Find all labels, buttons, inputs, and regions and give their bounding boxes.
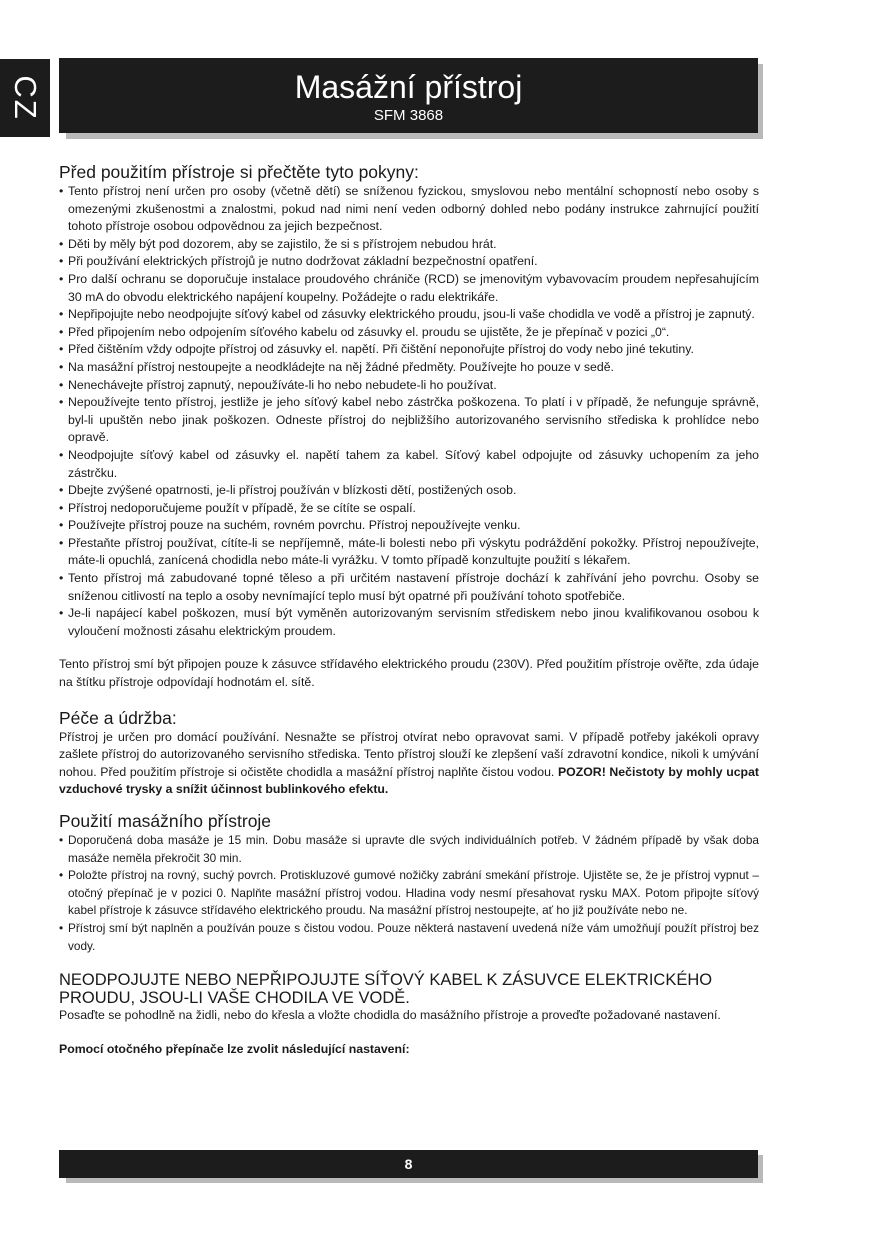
page-number: 8: [404, 1156, 413, 1172]
safety-item: • Nenechávejte přístroj zapnutý, nepoužíváte-li ho nebo nebudete-li ho používat.: [59, 377, 759, 395]
safety-item: • Při používání elektrických přístrojů je nutno dodržovat základní bezpečnostní opatření.: [59, 253, 759, 271]
safety-heading: Před použitím přístroje si přečtěte tyto pokyny:: [59, 162, 419, 182]
usage-list: [59, 832, 759, 955]
safety-list: [59, 183, 759, 640]
safety-item: • Tento přístroj má zabudované topné těleso a při určitém nastavení přístroje dochází k zahřívání jeho povrchu. Osoby se sníženou citlivostí na teplo a osoby nevnímající teplo musí být opatrné při používání tohoto spotřebiče.: [59, 570, 759, 605]
care-body: Přístroj je určen pro domácí používání. Nesnažte se přístroj otvírat nebo opravovat sami. V případě potřeby jakékoli opravy zašlete přístroj do autorizovaného servisního střediska. Tento přístroj slouží ke zlepšení vaší zdravotní kondice, nikoli k umývání nohou. Před použitím přístroje si očistěte chodidla a masážní přístroj naplňte čistou vodou.: [59, 729, 759, 779]
footer-bar: [59, 1150, 758, 1178]
safety-item: • Dbejte zvýšené opatrnosti, je-li přístroj používán v blízkosti dětí, postižených osob.: [59, 482, 759, 500]
safety-item: • Před připojením nebo odpojením síťového kabelu od zásuvky el. proudu se ujistěte, že je přepínač v pozici „0“.: [59, 324, 759, 342]
safety-item: • Je-li napájecí kabel poškozen, musí být vyměněn autorizovaným servisním střediskem nebo jinou kvalifikovanou osobou k vyloučení možnosti zásahu elektrickým proudem.: [59, 605, 759, 640]
usage-heading: Použití masážního přístroje: [59, 811, 272, 831]
safety-item: • Přestaňte přístroj používat, cítíte-li se nepříjemně, máte-li bolesti nebo při výskytu podráždění pokožky. Přístroj nepoužívejte, máte-li opuchlá, zanícená chodidla nebo máte-li vyrážku. V tomto případě konzultujte použití s lékařem.: [59, 535, 759, 570]
care-text: [59, 729, 759, 799]
usage-item: • Doporučená doba masáže je 15 min. Dobu masáže si upravte dle svých individuálních potřeb. V žádném případě by však doba masáže neměla překročit 30 min.: [59, 832, 759, 867]
safety-item: • Na masážní přístroj nestoupejte a neodkládejte na něj žádné předměty. Používejte ho pouze v sedě.: [59, 359, 759, 377]
safety-item: • Děti by měly být pod dozorem, aby se zajistilo, že si s přístrojem nebudou hrát.: [59, 236, 759, 254]
settings-intro: Pomocí otočného přepínače lze zvolit následující nastavení:: [59, 1041, 410, 1056]
safety-item: • Pro další ochranu se doporučuje instalace proudového chrániče (RCD) se jmenovitým vybavovacím proudem nepřesahujícím 30 mA do obvodu elektrického napájení koupelny. Požádejte o radu elektrikáře.: [59, 271, 759, 306]
power-note: Tento přístroj smí být připojen pouze k zásuvce střídavého elektrického proudu (230V). Před použitím přístroje ověřte, zda údaje na štítku přístroje odpovídají hodnotám el. sítě.: [59, 657, 759, 690]
usage-item: • Položte přístroj na rovný, suchý povrch. Protiskluzové gumové nožičky zabrání smekání přístroje. Ujistěte se, že je přístroj vypnut – otočný přepínač je v pozici 0. Naplňte masážní přístroj vodou. Hladina vody nesmí přesahovat rysku MAX. Potom připojte síťový kabel přístroje k zásuvce střídavého elektrického proudu. Na masážní přístroj nestoupejte, ať ho již používáte nebo ne.: [59, 867, 759, 920]
model-number: SFM 3868: [373, 107, 444, 124]
safety-item: • Přístroj nedoporučujeme použít v případě, že se cítíte se ospalí.: [59, 500, 759, 518]
safety-item: • Nepřipojujte nebo neodpojujte síťový kabel od zásuvky elektrického proudu, jsou-li vaše chodidla ve vodě a přístroj je zapnutý.: [59, 306, 759, 324]
language-tab: [0, 59, 50, 137]
care-heading: Péče a údržba:: [59, 707, 177, 728]
language-label: CZ: [8, 75, 43, 121]
warning-text: Posaďte se pohodlně na židli, nebo do křesla a vložte chodidla do masážního přístroje a proveďte požadované nastavení.: [59, 1008, 721, 1023]
manual-content: [59, 162, 759, 1058]
page-title: Masážní přístroj: [294, 69, 523, 105]
safety-item: • Před čištěním vždy odpojte přístroj od zásuvky el. napětí. Při čištění neponořujte přístroj do vody nebo jiné tekutiny.: [59, 341, 759, 359]
title-bar: [59, 58, 758, 133]
safety-item: • Používejte přístroj pouze na suchém, rovném povrchu. Přístroj nepoužívejte venku.: [59, 517, 759, 535]
care-warning: POZOR! Nečistoty by mohly ucpat vzduchové trysky a snížit účinnost bublinkového efektu.: [59, 764, 760, 797]
warning-heading: NEODPOJUJTE NEBO NEPŘIPOJUJTE SÍŤOVÝ KABEL K ZÁSUVCE ELEKTRICKÉHO PROUDU, JSOU-LI VAŠE CHODILA VE VODĚ.: [59, 971, 713, 1008]
safety-item: • Neodpojujte síťový kabel od zásuvky el. napětí tahem za kabel. Síťový kabel odpojujte od zásuvky uchopením za jeho zástrčku.: [59, 447, 759, 482]
safety-item: • Tento přístroj není určen pro osoby (včetně dětí) se sníženou fyzickou, smyslovou nebo mentální schopností nebo osoby s omezenými zkušenostmi a znalostmi, pokud nad nimi není veden odborný dohled nebo podány instrukce zahrnující použití tohoto přístroje osobou odpovědnou za jejich bezpečnost.: [59, 183, 759, 236]
safety-item: • Nepoužívejte tento přístroj, jestliže je jeho síťový kabel nebo zástrčka poškozena. To platí i v případě, že nefunguje správně, byl-li upuštěn nebo jinak poškozen. Odneste přístroj do nejbližšího autorizovaného servisního střediska k prohlídce nebo opravě.: [59, 394, 759, 447]
usage-item: • Přístroj smí být naplněn a používán pouze s čistou vodou. Pouze některá nastavení uvedená níže vám umožňují použít přístroj bez vody.: [59, 920, 759, 955]
